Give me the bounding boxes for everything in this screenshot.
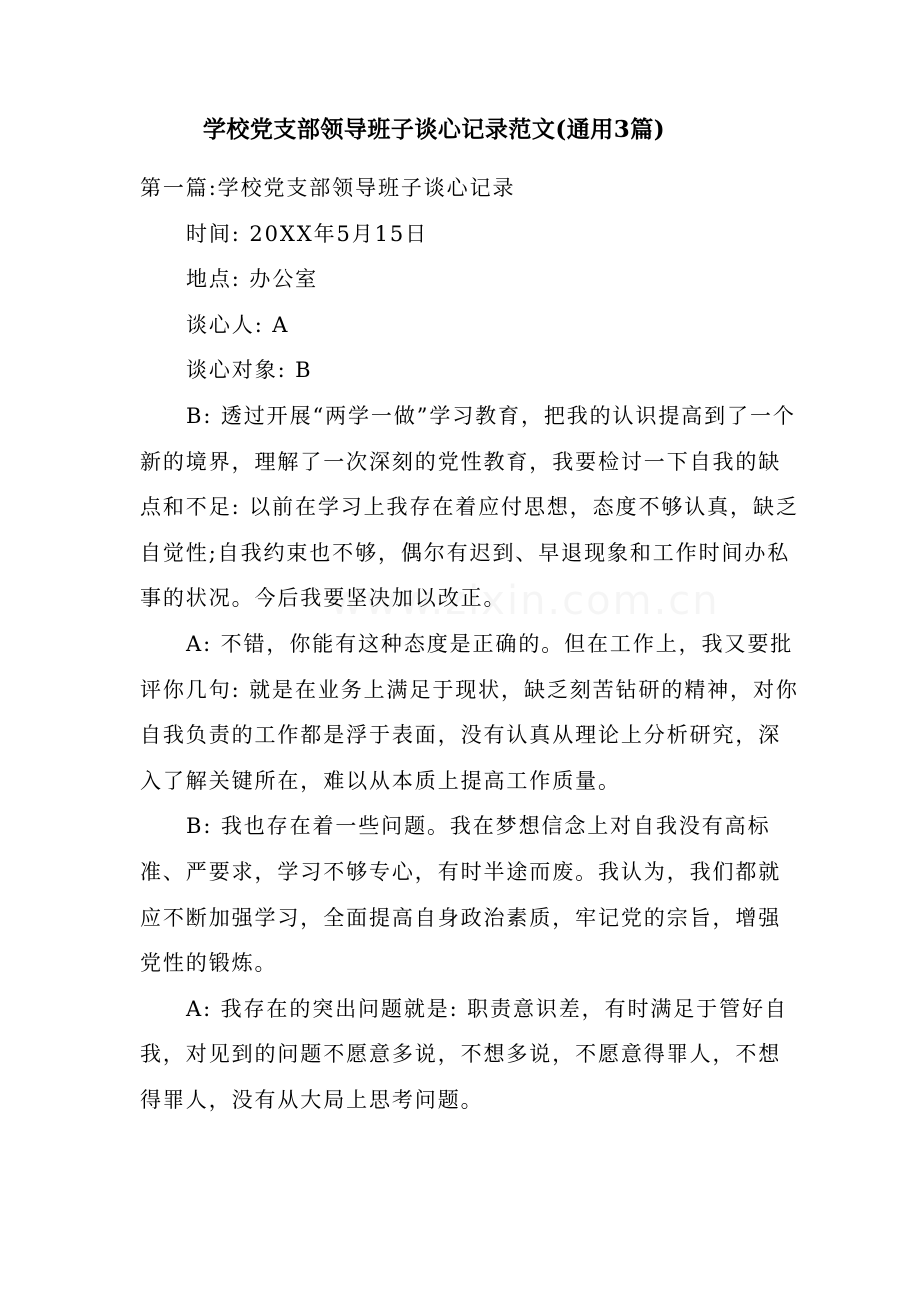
paragraph: A: 不错，你能有这种态度是正确的。但在工作上，我又要批评你几句: 就是在业务上满足于现状，缺乏刻苦钻研的精神，对你自我负责的工作都是浮于表面，没有认真从理论上分析研究，深入了解关键所在，难以从本质上提高工作质量。 bbox=[140, 631, 799, 793]
paragraph: B: 我也存在着一些问题。我在梦想信念上对自我没有高标准、严要求，学习不够专心，有时半途而废。我认为，我们都就应不断加强学习，全面提高自身政治素质，牢记党的宗旨，增强党性的锻炼。 bbox=[140, 814, 782, 976]
paragraph: A: 我存在的突出问题就是: 职责意识差，有时满足于管好自我，对见到的问题不愿意多说，不想多说，不愿意得罪人，不想得罪人，没有从大局上思考问题。 bbox=[140, 996, 788, 1112]
section-heading: 第一篇:学校党支部领导班子谈心记录 bbox=[140, 176, 516, 200]
document-title: 学校党支部领导班子谈心记录范文(通用3篇) bbox=[202, 116, 666, 143]
meta-time: 时间: 20XX年5月15日 bbox=[186, 221, 429, 246]
meta-place: 地点: 办公室 bbox=[186, 267, 319, 292]
meta-target: 谈心对象: B bbox=[186, 358, 313, 383]
paragraph: B: 透过开展“两学一做”学习教育，把我的认识提高到了一个新的境界，理解了一次深刻的党性教育，我要检讨一下自我的缺点和不足: 以前在学习上我存在着应付思想，态度不够认真，缺乏自觉性;自我约束也不够，偶尔有迟到、早退现象和工作时间办私事的状况。今后我要坚决加以改正。 bbox=[140, 403, 799, 611]
document-body bbox=[140, 166, 800, 1123]
meta-speaker: 谈心人: A bbox=[186, 312, 290, 337]
